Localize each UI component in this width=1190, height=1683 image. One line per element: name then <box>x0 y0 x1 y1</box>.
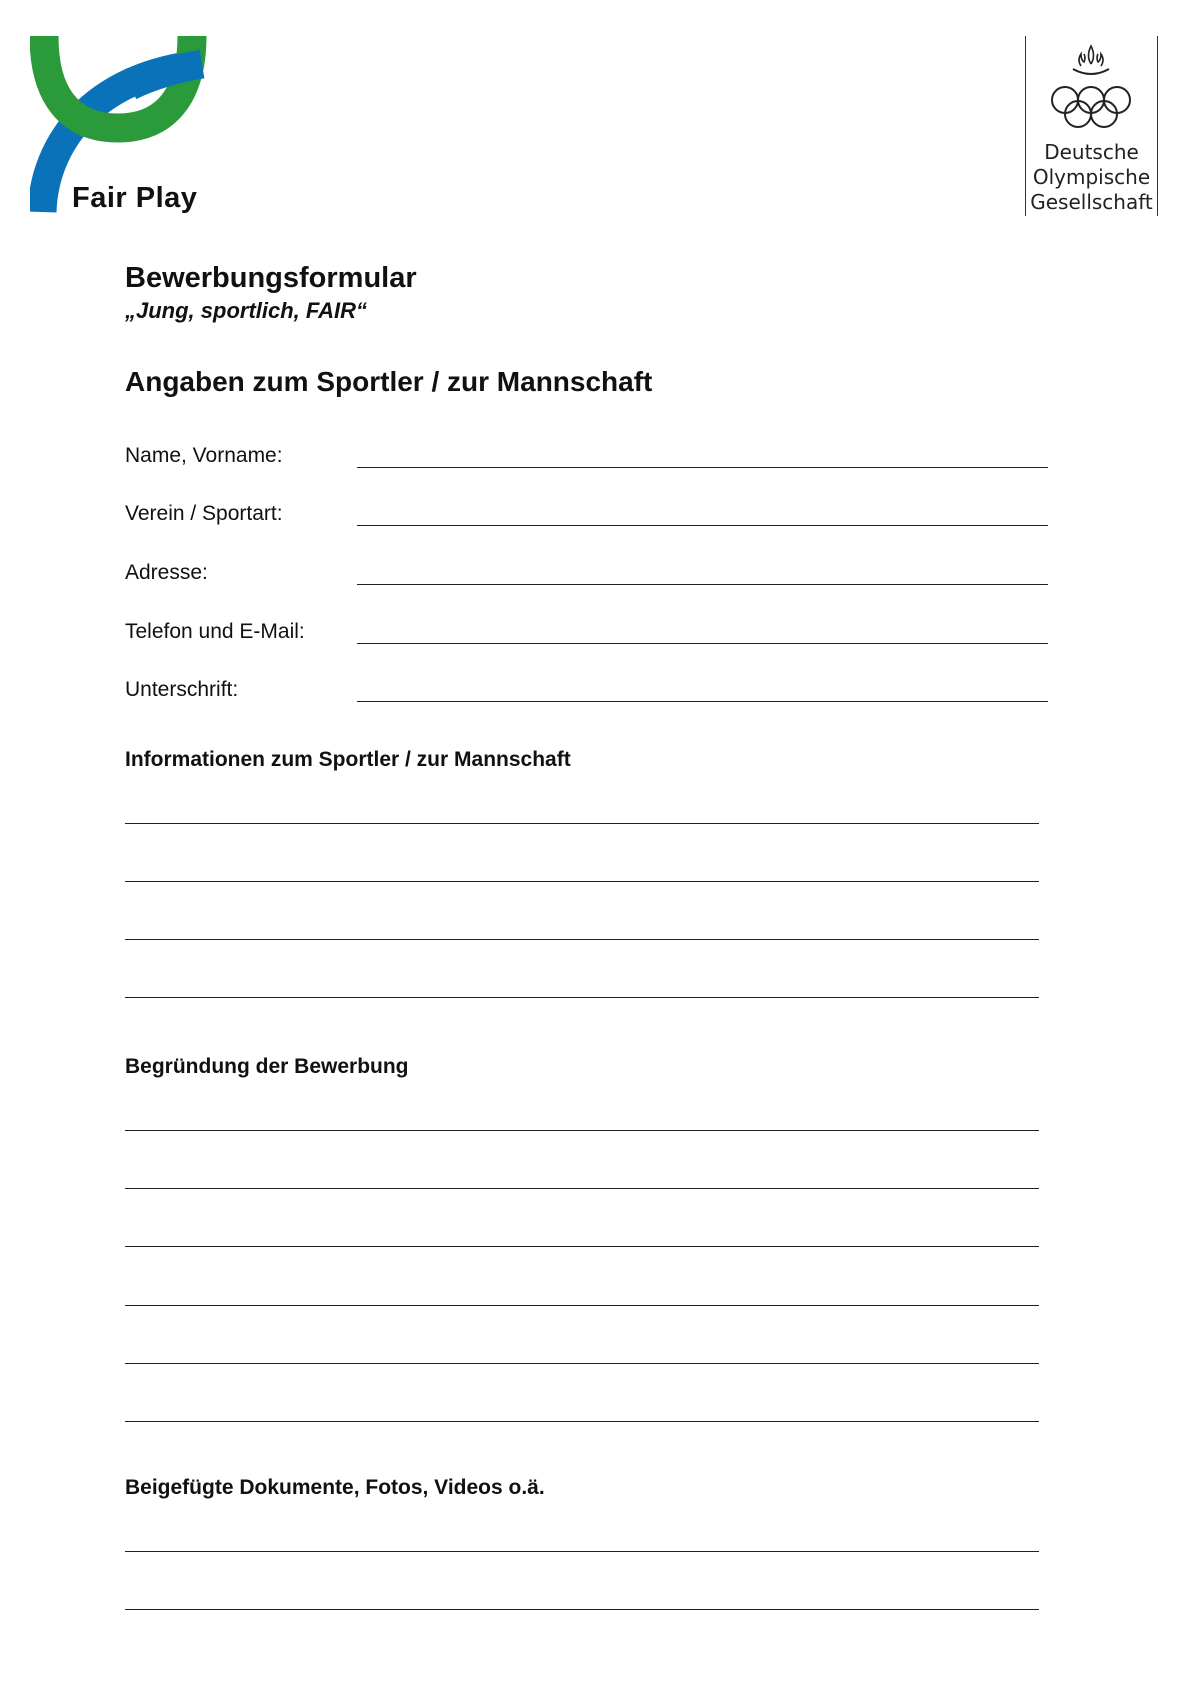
name-field-label: Name, Vorname: <box>125 444 283 467</box>
section-athlete-details-title: Angaben zum Sportler / zur Mannschaft <box>125 366 653 397</box>
attachments-line[interactable] <box>125 1609 1039 1610</box>
reason-line[interactable] <box>125 1130 1039 1131</box>
form-subtitle: „Jung, sportlich, FAIR“ <box>125 298 368 323</box>
info-line[interactable] <box>125 997 1039 998</box>
phone-email-field-label: Telefon und E-Mail: <box>125 620 305 643</box>
info-line[interactable] <box>125 823 1039 824</box>
reason-line[interactable] <box>125 1188 1039 1189</box>
info-line[interactable] <box>125 881 1039 882</box>
address-field-label: Adresse: <box>125 561 208 584</box>
info-line[interactable] <box>125 939 1039 940</box>
phone-email-field[interactable] <box>357 643 1048 644</box>
signature-field-label: Unterschrift: <box>125 678 239 701</box>
address-field[interactable] <box>357 584 1048 585</box>
club-sport-field[interactable] <box>357 525 1048 526</box>
reason-line[interactable] <box>125 1363 1039 1364</box>
name-field[interactable] <box>357 467 1048 468</box>
section-info-title: Informationen zum Sportler / zur Mannschaft <box>125 748 571 771</box>
section-reason-title: Begründung der Bewerbung <box>125 1055 409 1078</box>
section-attachments-title: Beigefügte Dokumente, Fotos, Videos o.ä. <box>125 1476 545 1499</box>
fair-play-logo-text: Fair Play <box>72 182 198 214</box>
reason-line[interactable] <box>125 1246 1039 1247</box>
form-title: Bewerbungsformular <box>125 262 417 294</box>
dog-logo-line-2: Olympische <box>1032 165 1151 189</box>
reason-line[interactable] <box>125 1305 1039 1306</box>
dog-logo-line-3: Gesellschaft <box>1030 190 1153 214</box>
olympic-rings-icon <box>1026 36 1156 146</box>
reason-line[interactable] <box>125 1421 1039 1422</box>
signature-field[interactable] <box>357 701 1048 702</box>
dog-logo <box>1025 36 1158 216</box>
attachments-line[interactable] <box>125 1551 1039 1552</box>
dog-logo-line-1: Deutsche <box>1044 140 1139 164</box>
club-sport-field-label: Verein / Sportart: <box>125 502 283 525</box>
